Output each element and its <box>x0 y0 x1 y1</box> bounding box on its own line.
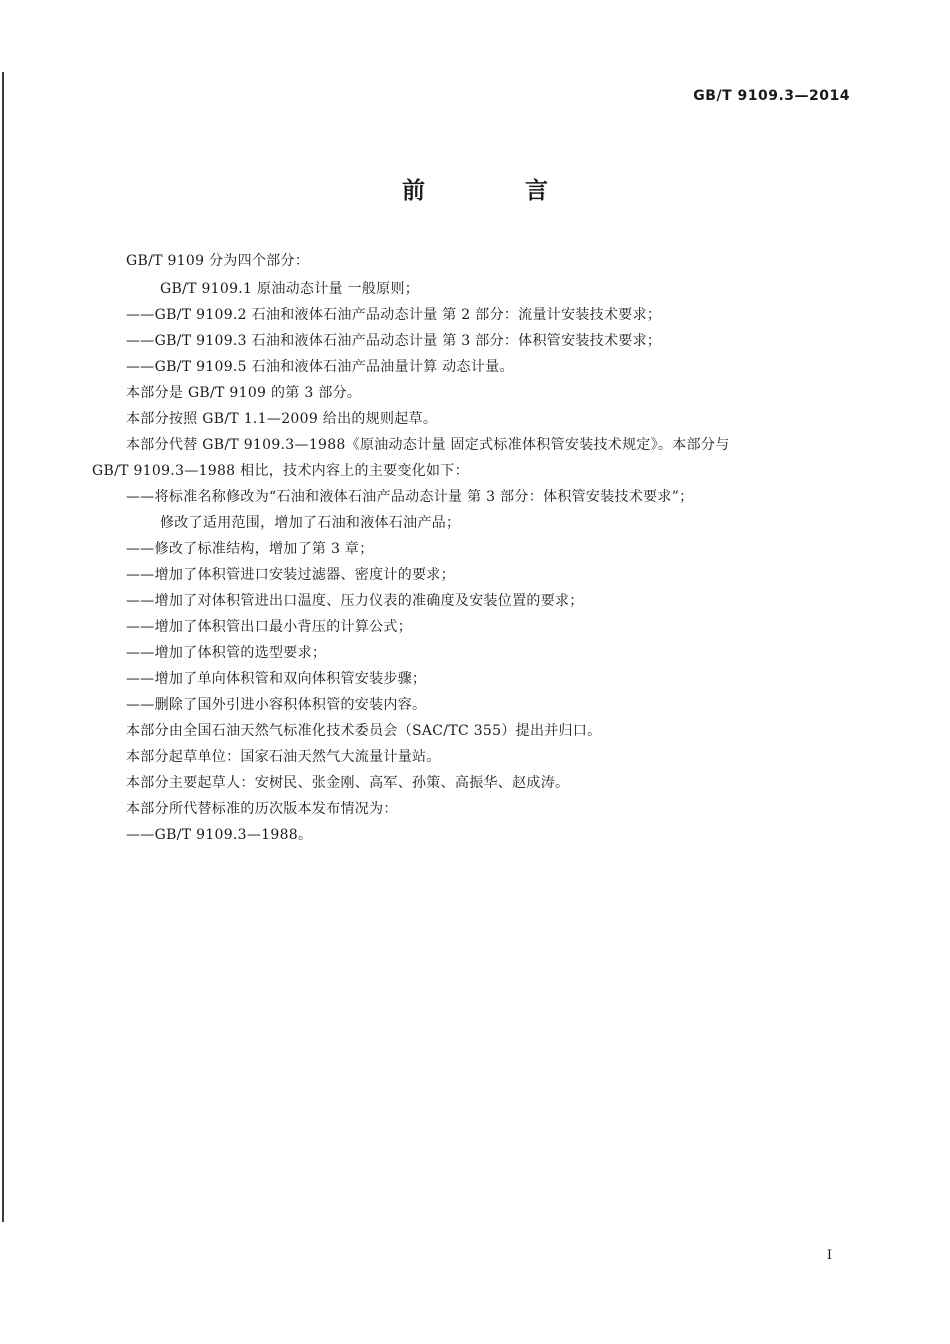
page-left-edge-rule <box>2 72 4 1222</box>
paragraph-line: 本部分由全国石油天然气标准化技术委员会（SAC/TC 355）提出并归口。 <box>126 723 602 739</box>
list-item: 修改了适用范围，增加了石油和液体石油产品； <box>160 515 461 531</box>
paragraph-line: GB/T 9109 分为四个部分： <box>126 253 310 269</box>
page-title: 前 言 <box>401 178 594 204</box>
list-item: ——GB/T 9109.3 石油和液体石油产品动态计量 第 3 部分：体积管安装技术要求； <box>126 333 662 349</box>
page-number: I <box>826 1248 832 1263</box>
paragraph-line: 本部分代替 GB/T 9109.3—1988《原油动态计量 固定式标准体积管安装技术规定》。本部分与 <box>126 437 730 453</box>
list-item: ——GB/T 9109.3—1988。 <box>126 827 313 843</box>
paragraph-line: GB/T 9109.3—1988 相比，技术内容上的主要变化如下： <box>92 463 469 479</box>
list-item: ——增加了体积管的选型要求； <box>126 645 327 661</box>
list-item: ——增加了体积管出口最小背压的计算公式； <box>126 619 412 635</box>
list-item: ——GB/T 9109.2 石油和液体石油产品动态计量 第 2 部分：流量计安装技术要求； <box>126 307 662 323</box>
paragraph-line: 本部分是 GB/T 9109 的第 3 部分。 <box>126 385 362 401</box>
list-item: ——修改了标准结构，增加了第 3 章； <box>126 541 374 557</box>
list-item: ——将标准名称修改为“石油和液体石油产品动态计量 第 3 部分：体积管安装技术要求”； <box>126 489 694 505</box>
paragraph-line: 本部分主要起草人：安树民、张金刚、高军、孙策、高振华、赵成涛。 <box>126 775 570 791</box>
paragraph-line: 本部分按照 GB/T 1.1—2009 给出的规则起草。 <box>126 411 438 427</box>
paragraph-line: 本部分起草单位：国家石油天然气大流量计量站。 <box>126 749 441 765</box>
list-item: ——增加了对体积管进出口温度、压力仪表的准确度及安装位置的要求； <box>126 593 584 609</box>
list-item: ——删除了国外引进小容积体积管的安装内容。 <box>126 697 427 713</box>
list-item: GB/T 9109.1 原油动态计量 一般原则； <box>160 281 420 297</box>
standard-code: GB/T 9109.3—2014 <box>693 88 850 104</box>
paragraph-line: 本部分所代替标准的历次版本发布情况为： <box>126 801 398 817</box>
list-item: ——增加了体积管进口安装过滤器、密度计的要求； <box>126 567 455 583</box>
list-item: ——GB/T 9109.5 石油和液体石油产品油量计算 动态计量。 <box>126 359 514 375</box>
list-item: ——增加了单向体积管和双向体积管安装步骤； <box>126 671 427 687</box>
